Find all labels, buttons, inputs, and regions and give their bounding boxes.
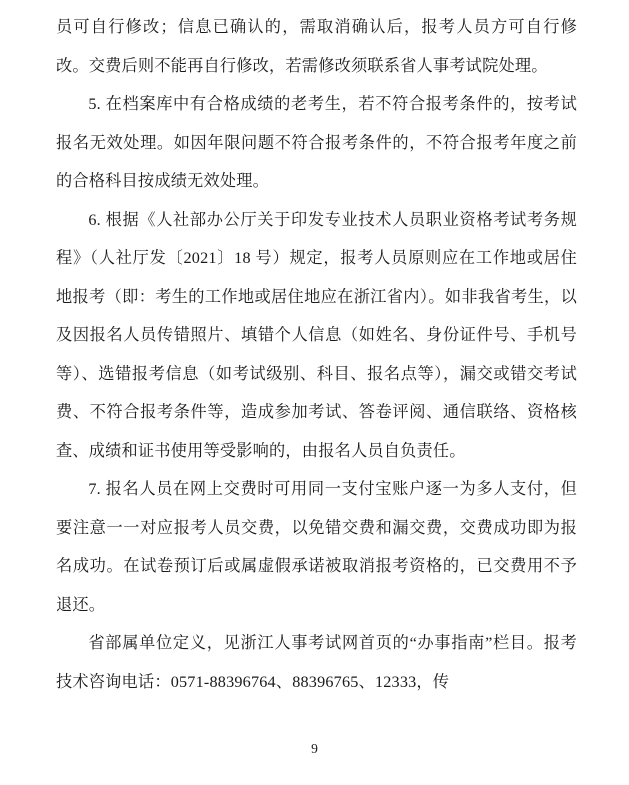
paragraph-item-7: 7. 报名人员在网上交费时可用同一支付宝账户逐一为多人支付，但要注意一一对应报考人员交费，以免错交费和漏交费，交费成功即为报名成功。在试卷预订后或属虚假承诺被取消报考资格的，已交费用不予退还。 — [56, 480, 577, 614]
paragraph-continued: 员可自行修改；信息已确认的，需取消确认后，报考人员方可自行修改。交费后则不能再自行修改，若需修改须联系省人事考试院处理。 — [56, 18, 577, 75]
paragraph-item-6: 6. 根据《人社部办公厅关于印发专业技术人员职业资格考试考务规程》（人社厅发〔2021〕18 号）规定，报考人员原则应在工作地或居住地报考（即：考生的工作地或居住地应在浙江省内）。如非我省考生，以及因报名人员传错照片、填错个人信息（如姓名、身份证件号、手机号等）、选错报考信息（如考试级别、科目、报名点等），漏交或错交考试费、不符合报考条件等，造成参加考试、答卷评阅、通信联络、资格核查、成绩和证书使用等受影响的，由报名人员自负责任。 — [56, 210, 577, 460]
paragraph-item-5: 5. 在档案库中有合格成绩的老考生，若不符合报考条件的，按考试报名无效处理。如因年限问题不符合报考条件的，不符合报考年度之前的合格科目按成绩无效处理。 — [56, 95, 577, 190]
page-number: 9 — [311, 741, 318, 756]
document-body — [56, 8, 577, 701]
paragraph-note: 省部属单位定义，见浙江人事考试网首页的“办事指南”栏目。报考技术咨询电话：0571-88396764、88396765、12333，传 — [56, 634, 577, 691]
